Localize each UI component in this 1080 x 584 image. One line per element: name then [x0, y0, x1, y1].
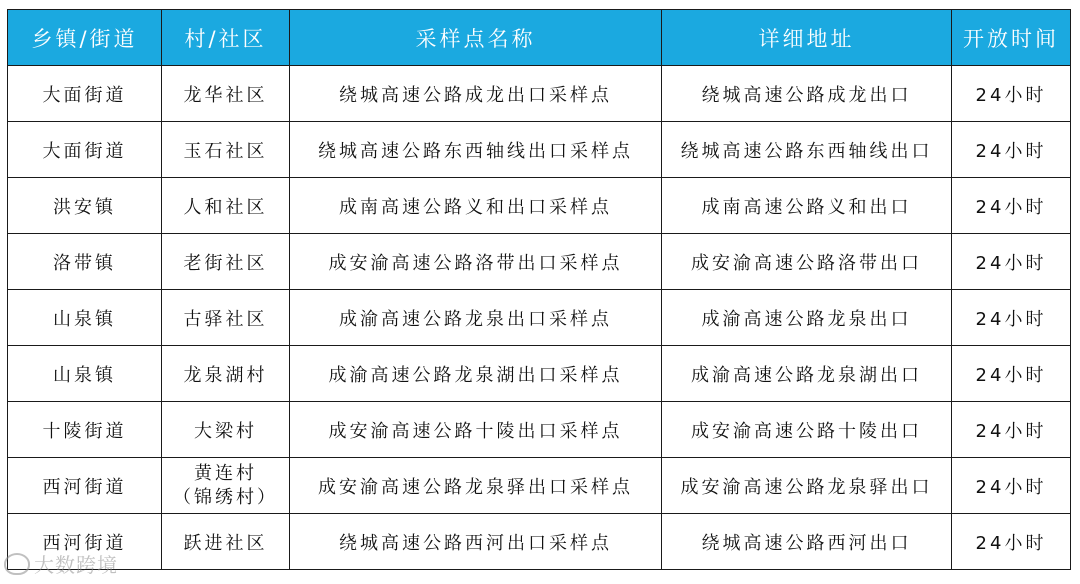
cell-hours: 24小时 — [952, 66, 1071, 122]
cell-community: 龙泉湖村 — [162, 346, 290, 402]
cell-site-name: 成安渝高速公路十陵出口采样点 — [290, 402, 662, 458]
header-hours: 开放时间 — [952, 10, 1071, 66]
cell-town: 大面街道 — [8, 66, 162, 122]
community-line: （锦绣村） — [173, 486, 278, 508]
cell-community: 玉石社区 — [162, 122, 290, 178]
cell-site-name: 绕城高速公路西河出口采样点 — [290, 514, 662, 570]
cell-hours: 24小时 — [952, 458, 1071, 514]
table-row — [8, 66, 1071, 122]
cell-site-name: 成南高速公路义和出口采样点 — [290, 178, 662, 234]
logo-icon — [4, 553, 30, 575]
cell-hours: 24小时 — [952, 290, 1071, 346]
header-site-name: 采样点名称 — [290, 10, 662, 66]
cell-town: 十陵街道 — [8, 402, 162, 458]
cell-hours: 24小时 — [952, 122, 1071, 178]
table-row — [8, 234, 1071, 290]
cell-address: 绕城高速公路西河出口 — [662, 514, 952, 570]
cell-address: 绕城高速公路东西轴线出口 — [662, 122, 952, 178]
cell-community: 跃进社区 — [162, 514, 290, 570]
cell-site-name: 绕城高速公路东西轴线出口采样点 — [290, 122, 662, 178]
cell-address: 绕城高速公路成龙出口 — [662, 66, 952, 122]
sampling-sites-table — [7, 9, 1071, 570]
cell-site-name: 成渝高速公路龙泉出口采样点 — [290, 290, 662, 346]
cell-address: 成渝高速公路龙泉出口 — [662, 290, 952, 346]
watermark — [4, 549, 118, 578]
cell-address: 成南高速公路义和出口 — [662, 178, 952, 234]
cell-site-name: 绕城高速公路成龙出口采样点 — [290, 66, 662, 122]
cell-site-name: 成安渝高速公路龙泉驿出口采样点 — [290, 458, 662, 514]
table-row — [8, 514, 1071, 570]
cell-town: 山泉镇 — [8, 346, 162, 402]
cell-hours: 24小时 — [952, 402, 1071, 458]
cell-town: 西河街道 — [8, 458, 162, 514]
cell-community: 龙华社区 — [162, 66, 290, 122]
cell-town: 洛带镇 — [8, 234, 162, 290]
table-row — [8, 402, 1071, 458]
cell-hours: 24小时 — [952, 514, 1071, 570]
cell-town: 大面街道 — [8, 122, 162, 178]
cell-site-name: 成渝高速公路龙泉湖出口采样点 — [290, 346, 662, 402]
community-line: 黄连村 — [194, 462, 257, 484]
cell-town: 西河街道 — [8, 514, 162, 570]
table-header-row — [8, 10, 1071, 66]
table-row — [8, 458, 1071, 514]
cell-hours: 24小时 — [952, 346, 1071, 402]
table-row — [8, 290, 1071, 346]
cell-community: 老街社区 — [162, 234, 290, 290]
table-row — [8, 346, 1071, 402]
cell-town: 洪安镇 — [8, 178, 162, 234]
cell-site-name: 成安渝高速公路洛带出口采样点 — [290, 234, 662, 290]
cell-hours: 24小时 — [952, 234, 1071, 290]
cell-address: 成安渝高速公路十陵出口 — [662, 402, 952, 458]
cell-town: 山泉镇 — [8, 290, 162, 346]
cell-address: 成渝高速公路龙泉湖出口 — [662, 346, 952, 402]
cell-community: 古驿社区 — [162, 290, 290, 346]
cell-community — [162, 458, 290, 514]
sampling-sites-table-container — [7, 9, 1070, 570]
cell-address: 成安渝高速公路洛带出口 — [662, 234, 952, 290]
header-community: 村/社区 — [162, 10, 290, 66]
header-address: 详细地址 — [662, 10, 952, 66]
table-row — [8, 122, 1071, 178]
table-row — [8, 178, 1071, 234]
cell-hours: 24小时 — [952, 178, 1071, 234]
cell-community: 大梁村 — [162, 402, 290, 458]
watermark-text: 大数跨境 — [34, 553, 118, 577]
cell-community: 人和社区 — [162, 178, 290, 234]
header-town: 乡镇/街道 — [8, 10, 162, 66]
cell-address: 成安渝高速公路龙泉驿出口 — [662, 458, 952, 514]
